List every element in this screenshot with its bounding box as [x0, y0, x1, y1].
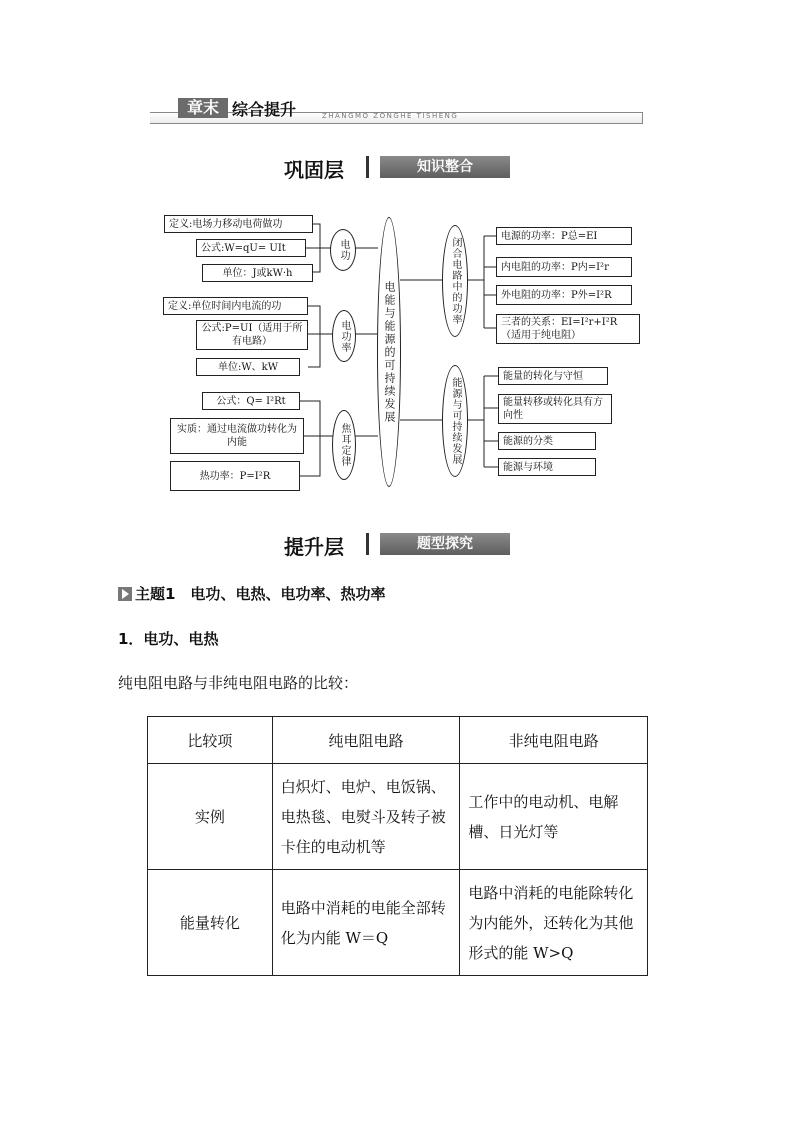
box-energy-classification: 能源的分类 — [498, 432, 596, 450]
play-triangle-icon — [118, 587, 132, 601]
box-power-definition: 定义:单位时间内电流的功 — [163, 297, 308, 315]
oval-electric-power-label: 电功率 — [339, 319, 350, 353]
box-power-formula: 公式:P=UI（适用于所有电路） — [196, 320, 308, 350]
box-energy-conservation: 能量的转化与守恒 — [498, 367, 608, 385]
box-work-definition: 定义:电场力移动电荷做功 — [164, 215, 313, 233]
box-heat-power: 热功率：P=I²R — [170, 461, 300, 491]
oval-electric-work — [330, 229, 356, 271]
oval-circuit-power-label: 闭合电路中的功率 — [450, 237, 461, 325]
box-external-power: 外电阻的功率：P外=I²R — [496, 285, 632, 305]
oval-circuit-power — [442, 225, 468, 337]
table-cell: 电路中消耗的电能除转化为内能外，还转化为其他形式的能 W>Q — [460, 870, 648, 976]
topic-text: 主题1 电功、电热、电功率、热功率 — [135, 585, 386, 603]
section-title-consolidate: 巩固层 — [284, 158, 344, 182]
section-divider-2 — [366, 533, 369, 555]
oval-energy-sustainability — [442, 365, 468, 477]
center-oval — [377, 217, 401, 487]
box-power-relation: 三者的关系：EI=I²r+I²R（适用于纯电阻） — [496, 314, 640, 344]
oval-electric-work-label: 电功 — [338, 239, 349, 261]
section-label-problems: 题型探究 — [380, 533, 510, 555]
box-joule-formula: 公式：Q= I²Rt — [202, 392, 300, 410]
box-energy-direction: 能量转移或转化具有方向性 — [498, 394, 612, 424]
table-header-cell: 纯电阻电路 — [272, 717, 460, 764]
table-cell: 电路中消耗的电能全部转化为内能 W＝Q — [272, 870, 460, 976]
oval-electric-power — [332, 310, 356, 362]
subheading: 1．电功、电热 — [118, 630, 219, 648]
box-source-power: 电源的功率：P总=EI — [496, 227, 632, 245]
box-internal-power: 内电阻的功率：P内=I²r — [496, 257, 632, 277]
box-work-unit: 单位：J或kW·h — [202, 264, 313, 282]
section-label-knowledge: 知识整合 — [380, 156, 510, 178]
oval-joule-law-label: 焦耳定律 — [339, 423, 350, 467]
chapter-pinyin: ZHANGMO ZONGHE TISHENG — [322, 112, 459, 120]
box-work-formula: 公式:W=qU= UIt — [196, 239, 306, 257]
table-cell: 实例 — [148, 764, 273, 870]
oval-energy-sustainability-label: 能源与可持续发展 — [450, 377, 461, 465]
table-header-cell: 非纯电阻电路 — [460, 717, 648, 764]
oval-joule-law — [332, 410, 356, 480]
table-header-cell: 比较项 — [148, 717, 273, 764]
table-cell: 白炽灯、电炉、电饭锅、电热毯、电熨斗及转子被卡住的电动机等 — [272, 764, 460, 870]
section-title-advance: 提升层 — [284, 535, 344, 559]
table-row — [148, 870, 648, 976]
chapter-title: 综合提升 — [232, 100, 297, 119]
concept-diagram — [0, 0, 794, 520]
topic-heading — [118, 583, 385, 604]
table-header-row — [148, 717, 648, 764]
box-energy-environment: 能源与环境 — [498, 458, 596, 476]
table-row — [148, 764, 648, 870]
box-power-unit: 单位:W、kW — [196, 358, 300, 376]
table-cell: 能量转化 — [148, 870, 273, 976]
table-cell: 工作中的电动机、电解槽、日光灯等 — [460, 764, 648, 870]
box-joule-essence: 实质：通过电流做功转化为内能 — [170, 418, 304, 454]
intro-paragraph: 纯电阻电路与非纯电阻电路的比较： — [118, 674, 359, 692]
comparison-table — [147, 716, 648, 976]
chapter-tag: 章末 — [178, 98, 228, 118]
center-oval-label: 电能与能源的可持续发展 — [383, 280, 396, 424]
